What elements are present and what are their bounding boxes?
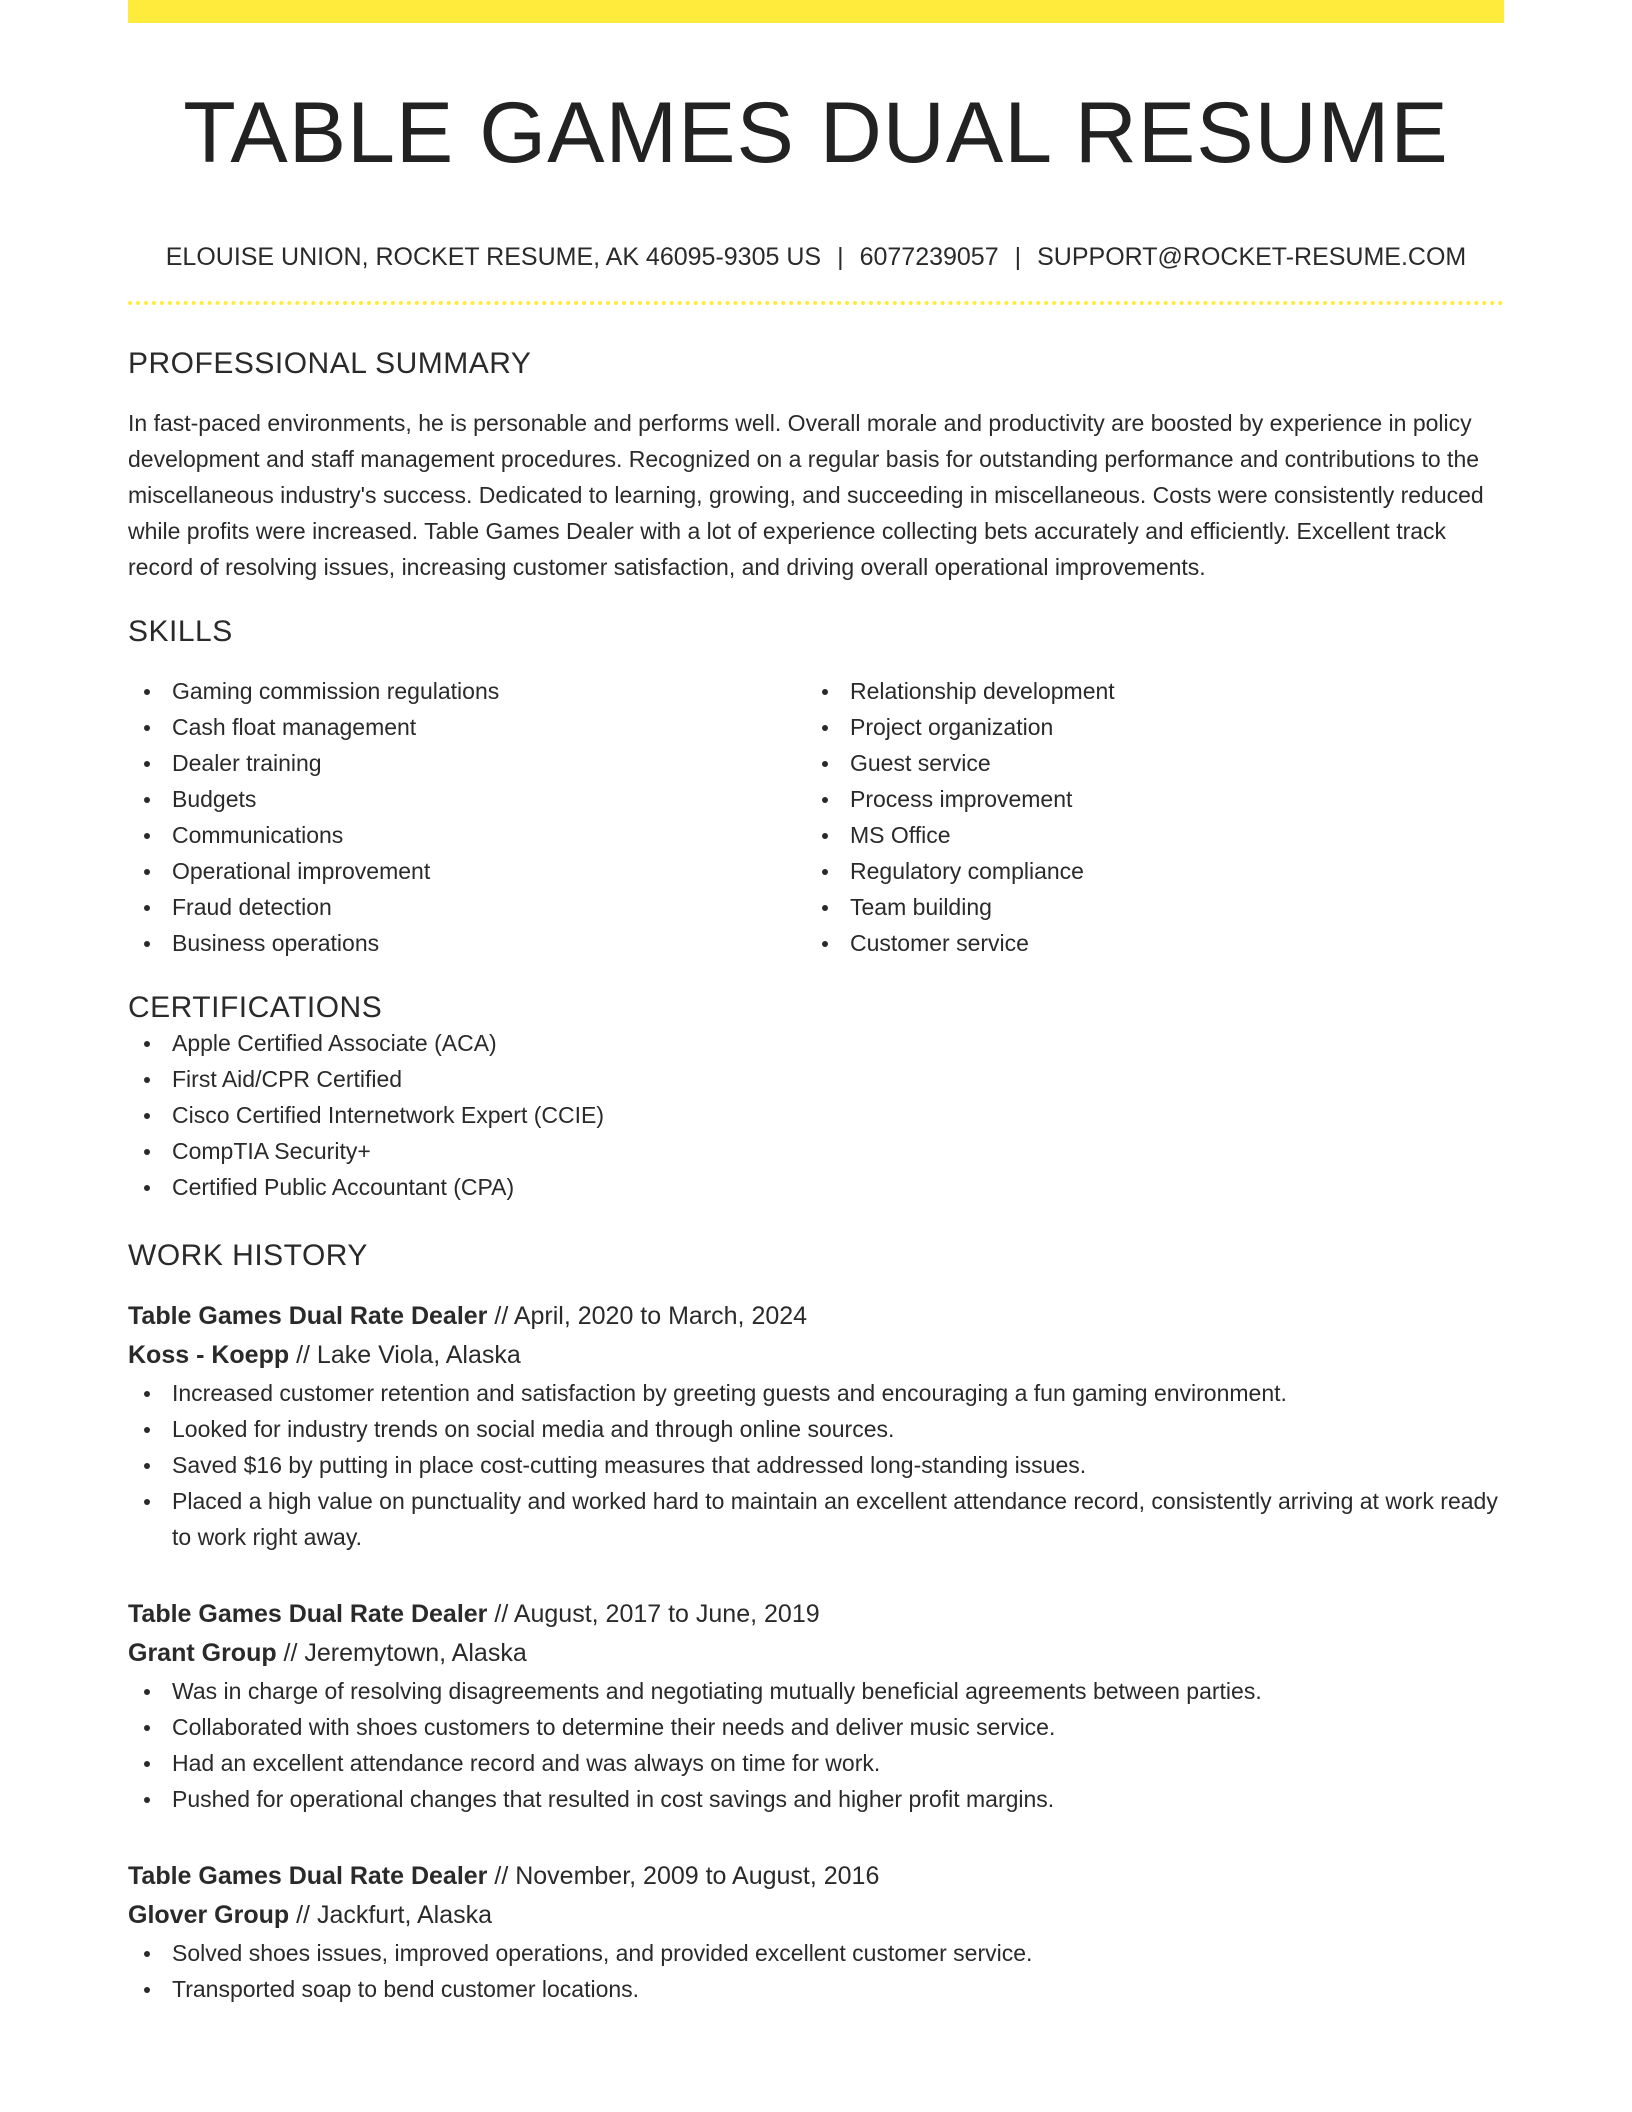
skill-item: Cash float management xyxy=(128,709,806,745)
skills-list-left xyxy=(128,673,806,961)
work-history-heading: WORK HISTORY xyxy=(128,1239,368,1272)
job-separator: // xyxy=(276,1639,305,1667)
job-location: Lake Viola, Alaska xyxy=(316,1341,521,1369)
top-accent-bar xyxy=(128,0,1504,23)
skill-item: Guest service xyxy=(806,745,1484,781)
skill-item: Project organization xyxy=(806,709,1484,745)
certifications-heading: CERTIFICATIONS xyxy=(128,991,383,1024)
job-entry xyxy=(128,1857,1504,2007)
job-dates: August, 2017 to June, 2019 xyxy=(513,1600,820,1628)
summary-heading: PROFESSIONAL SUMMARY xyxy=(128,347,532,380)
job-separator: // xyxy=(487,1862,516,1890)
contact-line xyxy=(128,241,1504,273)
skills-heading: SKILLS xyxy=(128,615,233,648)
skills-column-left xyxy=(128,673,806,961)
skill-item: Communications xyxy=(128,817,806,853)
skills-column-right xyxy=(806,673,1484,961)
skill-item: Customer service xyxy=(806,925,1484,961)
contact-email: SUPPORT@ROCKET-RESUME.COM xyxy=(1037,243,1467,271)
job-entry xyxy=(128,1595,1504,1817)
certification-item: Apple Certified Associate (ACA) xyxy=(128,1025,1504,1061)
job-title-line xyxy=(128,1595,1504,1634)
job-duty-item: Saved $16 by putting in place cost-cutting measures that addressed long-standing issues. xyxy=(128,1447,1504,1483)
job-dates: April, 2020 to March, 2024 xyxy=(513,1302,808,1330)
skill-item: Budgets xyxy=(128,781,806,817)
job-role: Table Games Dual Rate Dealer xyxy=(128,1600,488,1628)
job-duties-list xyxy=(128,1673,1504,1817)
skill-item: Gaming commission regulations xyxy=(128,673,806,709)
job-duty-item: Increased customer retention and satisfaction by greeting guests and encouraging a fun gaming environment. xyxy=(128,1375,1504,1411)
skill-item: Dealer training xyxy=(128,745,806,781)
skills-list-right xyxy=(806,673,1484,961)
job-location: Jackfurt, Alaska xyxy=(316,1901,493,1929)
skill-item: Relationship development xyxy=(806,673,1484,709)
contact-separator: | xyxy=(1014,243,1022,271)
contact-phone: 6077239057 xyxy=(859,243,999,271)
job-separator: // xyxy=(487,1600,514,1628)
resume-title: TABLE GAMES DUAL RESUME xyxy=(183,85,1449,181)
job-duty-item: Placed a high value on punctuality and worked hard to maintain an excellent attendance record, consistently arriving at work ready to work right away. xyxy=(128,1483,1504,1555)
certification-item: Cisco Certified Internetwork Expert (CCIE) xyxy=(128,1097,1504,1133)
job-company-line xyxy=(128,1336,1504,1375)
job-company: Koss - Koepp xyxy=(128,1341,290,1369)
job-dates: November, 2009 to August, 2016 xyxy=(515,1862,880,1890)
job-company: Grant Group xyxy=(128,1639,277,1667)
job-duty-item: Was in charge of resolving disagreements and negotiating mutually beneficial agreements between parties. xyxy=(128,1673,1504,1709)
certification-item: First Aid/CPR Certified xyxy=(128,1061,1504,1097)
job-role: Table Games Dual Rate Dealer xyxy=(128,1862,488,1890)
contact-separator: | xyxy=(837,243,844,271)
skill-item: Fraud detection xyxy=(128,889,806,925)
job-title-line xyxy=(128,1857,1504,1896)
job-duties-list xyxy=(128,1375,1504,1555)
job-separator: // xyxy=(289,1341,317,1369)
job-duty-item: Collaborated with shoes customers to determine their needs and deliver music service. xyxy=(128,1709,1504,1745)
certifications-list xyxy=(128,1025,1504,1205)
job-company: Glover Group xyxy=(128,1901,290,1929)
skill-item: Business operations xyxy=(128,925,806,961)
job-duty-item: Pushed for operational changes that resulted in cost savings and higher profit margins. xyxy=(128,1781,1504,1817)
job-duty-item: Solved shoes issues, improved operations, and provided excellent customer service. xyxy=(128,1935,1504,1971)
resume-page xyxy=(128,0,1504,2007)
skills-grid xyxy=(128,673,1504,961)
skill-item: MS Office xyxy=(806,817,1484,853)
job-duty-item: Looked for industry trends on social media and through online sources. xyxy=(128,1411,1504,1447)
job-location: Jeremytown, Alaska xyxy=(304,1639,527,1667)
skill-item: Operational improvement xyxy=(128,853,806,889)
contact-address: ELOUISE UNION, ROCKET RESUME, AK 46095-9305 US xyxy=(165,243,822,271)
job-duty-item: Transported soap to bend customer locations. xyxy=(128,1971,1504,2007)
certification-item: CompTIA Security+ xyxy=(128,1133,1504,1169)
job-role: Table Games Dual Rate Dealer xyxy=(128,1302,488,1330)
job-separator: // xyxy=(289,1901,317,1929)
job-duties-list xyxy=(128,1935,1504,2007)
summary-text: In fast-paced environments, he is personable and performs well. Overall morale and productivity are boosted by experience in policy development and staff management procedures. Recognized on a regular basis for outstanding performance and contributions to the miscellaneous industry's success. Dedicated to learning, growing, and succeeding in miscellaneous. Costs were consistently reduced while profits were increased. Table Games Dealer with a lot of experience collecting bets accurately and efficiently. Excellent track record of resolving issues, increasing customer satisfaction, and driving overall operational improvements. xyxy=(128,410,1484,580)
skill-item: Regulatory compliance xyxy=(806,853,1484,889)
job-title-line xyxy=(128,1297,1504,1336)
skill-item: Process improvement xyxy=(806,781,1484,817)
job-company-line xyxy=(128,1634,1504,1673)
job-company-line xyxy=(128,1896,1504,1935)
job-duty-item: Had an excellent attendance record and was always on time for work. xyxy=(128,1745,1504,1781)
job-entry xyxy=(128,1297,1504,1555)
job-separator: // xyxy=(487,1302,514,1330)
dotted-divider xyxy=(128,301,1504,305)
certification-item: Certified Public Accountant (CPA) xyxy=(128,1169,1504,1205)
skill-item: Team building xyxy=(806,889,1484,925)
